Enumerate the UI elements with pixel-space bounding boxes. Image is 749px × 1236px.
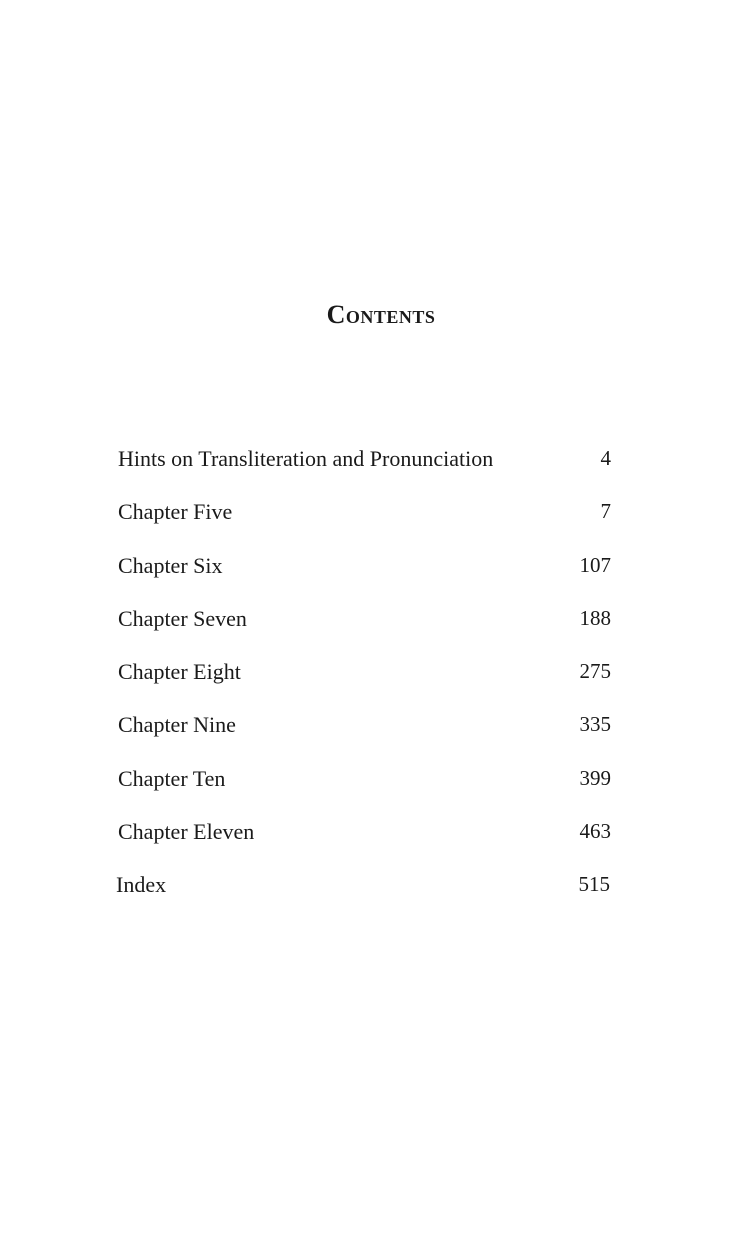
toc-entry-label: Chapter Eight bbox=[118, 659, 241, 685]
table-of-contents bbox=[0, 446, 749, 926]
toc-entry bbox=[0, 499, 749, 552]
toc-entry bbox=[0, 819, 749, 872]
toc-entry bbox=[0, 712, 749, 765]
toc-entry-page: 188 bbox=[579, 605, 611, 630]
page-title: Contents bbox=[326, 300, 436, 329]
toc-entry bbox=[0, 606, 749, 659]
toc-entry-page: 275 bbox=[579, 659, 611, 684]
toc-entry bbox=[0, 446, 749, 499]
toc-entry-page: 107 bbox=[579, 552, 611, 577]
toc-entry-page: 4 bbox=[600, 446, 611, 470]
toc-entry bbox=[0, 766, 749, 819]
toc-entry-page: 335 bbox=[579, 712, 611, 737]
toc-entry bbox=[0, 553, 749, 606]
toc-entry-page: 399 bbox=[579, 765, 611, 790]
toc-entry-label: Chapter Five bbox=[118, 499, 233, 525]
toc-entry-page: 463 bbox=[579, 819, 611, 844]
toc-entry-label: Hints on Transliteration and Pronunciation bbox=[118, 446, 494, 471]
toc-entry-page: 7 bbox=[600, 499, 611, 524]
toc-entry-label: Chapter Six bbox=[118, 552, 223, 578]
toc-entry-label: Chapter Ten bbox=[118, 765, 226, 791]
toc-entry-label: Chapter Nine bbox=[118, 712, 236, 738]
toc-entry-label: Chapter Seven bbox=[118, 605, 247, 631]
toc-entry bbox=[0, 659, 749, 712]
toc-entry-label: Index bbox=[116, 872, 167, 898]
toc-entry-label: Chapter Eleven bbox=[118, 819, 255, 845]
toc-entry-page: 515 bbox=[578, 872, 610, 897]
toc-entry bbox=[0, 872, 749, 925]
